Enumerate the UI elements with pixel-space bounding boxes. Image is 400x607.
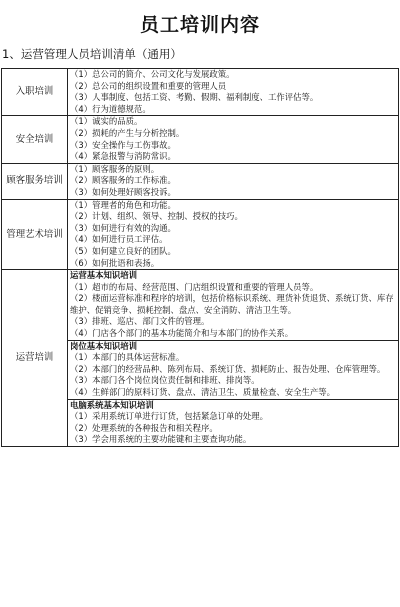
category-cell: 顾客服务培训	[2, 163, 68, 199]
content-cell	[68, 199, 399, 270]
list-item: （6）如何批语和表扬。	[70, 257, 160, 268]
list-item: （3）如何进行有效的沟通。	[70, 222, 176, 233]
list-item: （1）总公司的简介、公司文化与发展政策。	[70, 69, 235, 79]
list-item: （4）生鲜部门的原料订货、盘点、清洁卫生、质量检查、安全生产等。	[70, 387, 335, 398]
list-item: （5）如何建立良好的团队。	[70, 245, 176, 256]
content-cell	[68, 270, 399, 341]
subsection-heading: 电脑系统基本知识培训	[70, 399, 154, 410]
list-item: （4）紧急报警与消防常识。	[70, 151, 176, 162]
list-item: （2）损耗的产生与分析控制。	[70, 127, 185, 138]
list-item: （2）本部门的经营品种、陈列布局、系统订货、损耗防止、报告处理、仓库管理等。	[70, 363, 386, 374]
list-item: （2）处理系统的各种报告和相关程序。	[70, 422, 218, 433]
list-item: （2）计划、组织、领导、控制、授权的技巧。	[70, 211, 243, 222]
category-cell: 运营培训	[2, 270, 68, 447]
list-item: （2）总公司的组织设置和重要的管理人员	[70, 80, 227, 91]
subsection-heading: 运营基本知识培训	[70, 270, 137, 281]
content-cell	[68, 340, 399, 399]
list-item: （1）顾客服务的原则。	[70, 163, 160, 174]
training-table	[1, 68, 399, 447]
table-row	[2, 270, 399, 341]
table-row	[2, 199, 399, 270]
list-item: （2）顾客服务的工作标准。	[70, 175, 176, 186]
section-heading: 1、运营管理人员培训清单（通用）	[2, 47, 182, 61]
category-cell: 安全培训	[2, 116, 68, 163]
table-row	[2, 116, 399, 163]
list-item: （4）行为道德规范。	[70, 103, 151, 114]
list-item: （1）采用系统订单进行订货，包括紧急订单的处理。	[70, 411, 268, 422]
content-cell	[68, 69, 399, 116]
list-item: （3）安全操作与工伤事故。	[70, 139, 176, 150]
list-item: （1）诚实的品质。	[70, 116, 143, 127]
list-item: （3）人事制度、包括工资、考勤、假期、福利制度、工作评估等。	[70, 92, 319, 103]
category-cell: 入职培训	[2, 69, 68, 116]
content-cell	[68, 116, 399, 163]
page-title: 员工培训内容	[139, 14, 260, 36]
category-cell: 管理艺术培训	[2, 199, 68, 270]
list-item: （1）本部门的具体运营标准。	[70, 352, 185, 363]
subsection-heading: 岗位基本知识培训	[70, 340, 137, 351]
list-item: （3）本部门各个岗位岗位责任制和排班、排岗等。	[70, 375, 260, 386]
list-item: （1）超市的布局、经营范围、门店组织设置和重要的管理人员等。	[70, 281, 319, 292]
list-item: （4）门店各个部门的基本功能简介和与本部门的协作关系。	[70, 328, 294, 339]
table-row	[2, 69, 399, 116]
list-item: （3）排班、巡店、部门文件的管理。	[70, 316, 210, 327]
list-item: （3）如何处理好顾客投诉。	[70, 186, 176, 197]
list-item: （2）楼面运营标准和程序的培训，包括价格标识系统、理货补货退货、系统订货、库存维护、促销竞争、损耗控制、盘点、安全消防、清洁卫生等。	[70, 293, 394, 315]
list-item: （4）如何进行员工评估。	[70, 234, 168, 245]
list-item: （1）管理者的角色和功能。	[70, 199, 176, 210]
table-row	[2, 163, 399, 199]
content-cell	[68, 399, 399, 446]
content-cell	[68, 163, 399, 199]
list-item: （3）学会用系统的主要功能键和主要查询功能。	[70, 434, 252, 445]
